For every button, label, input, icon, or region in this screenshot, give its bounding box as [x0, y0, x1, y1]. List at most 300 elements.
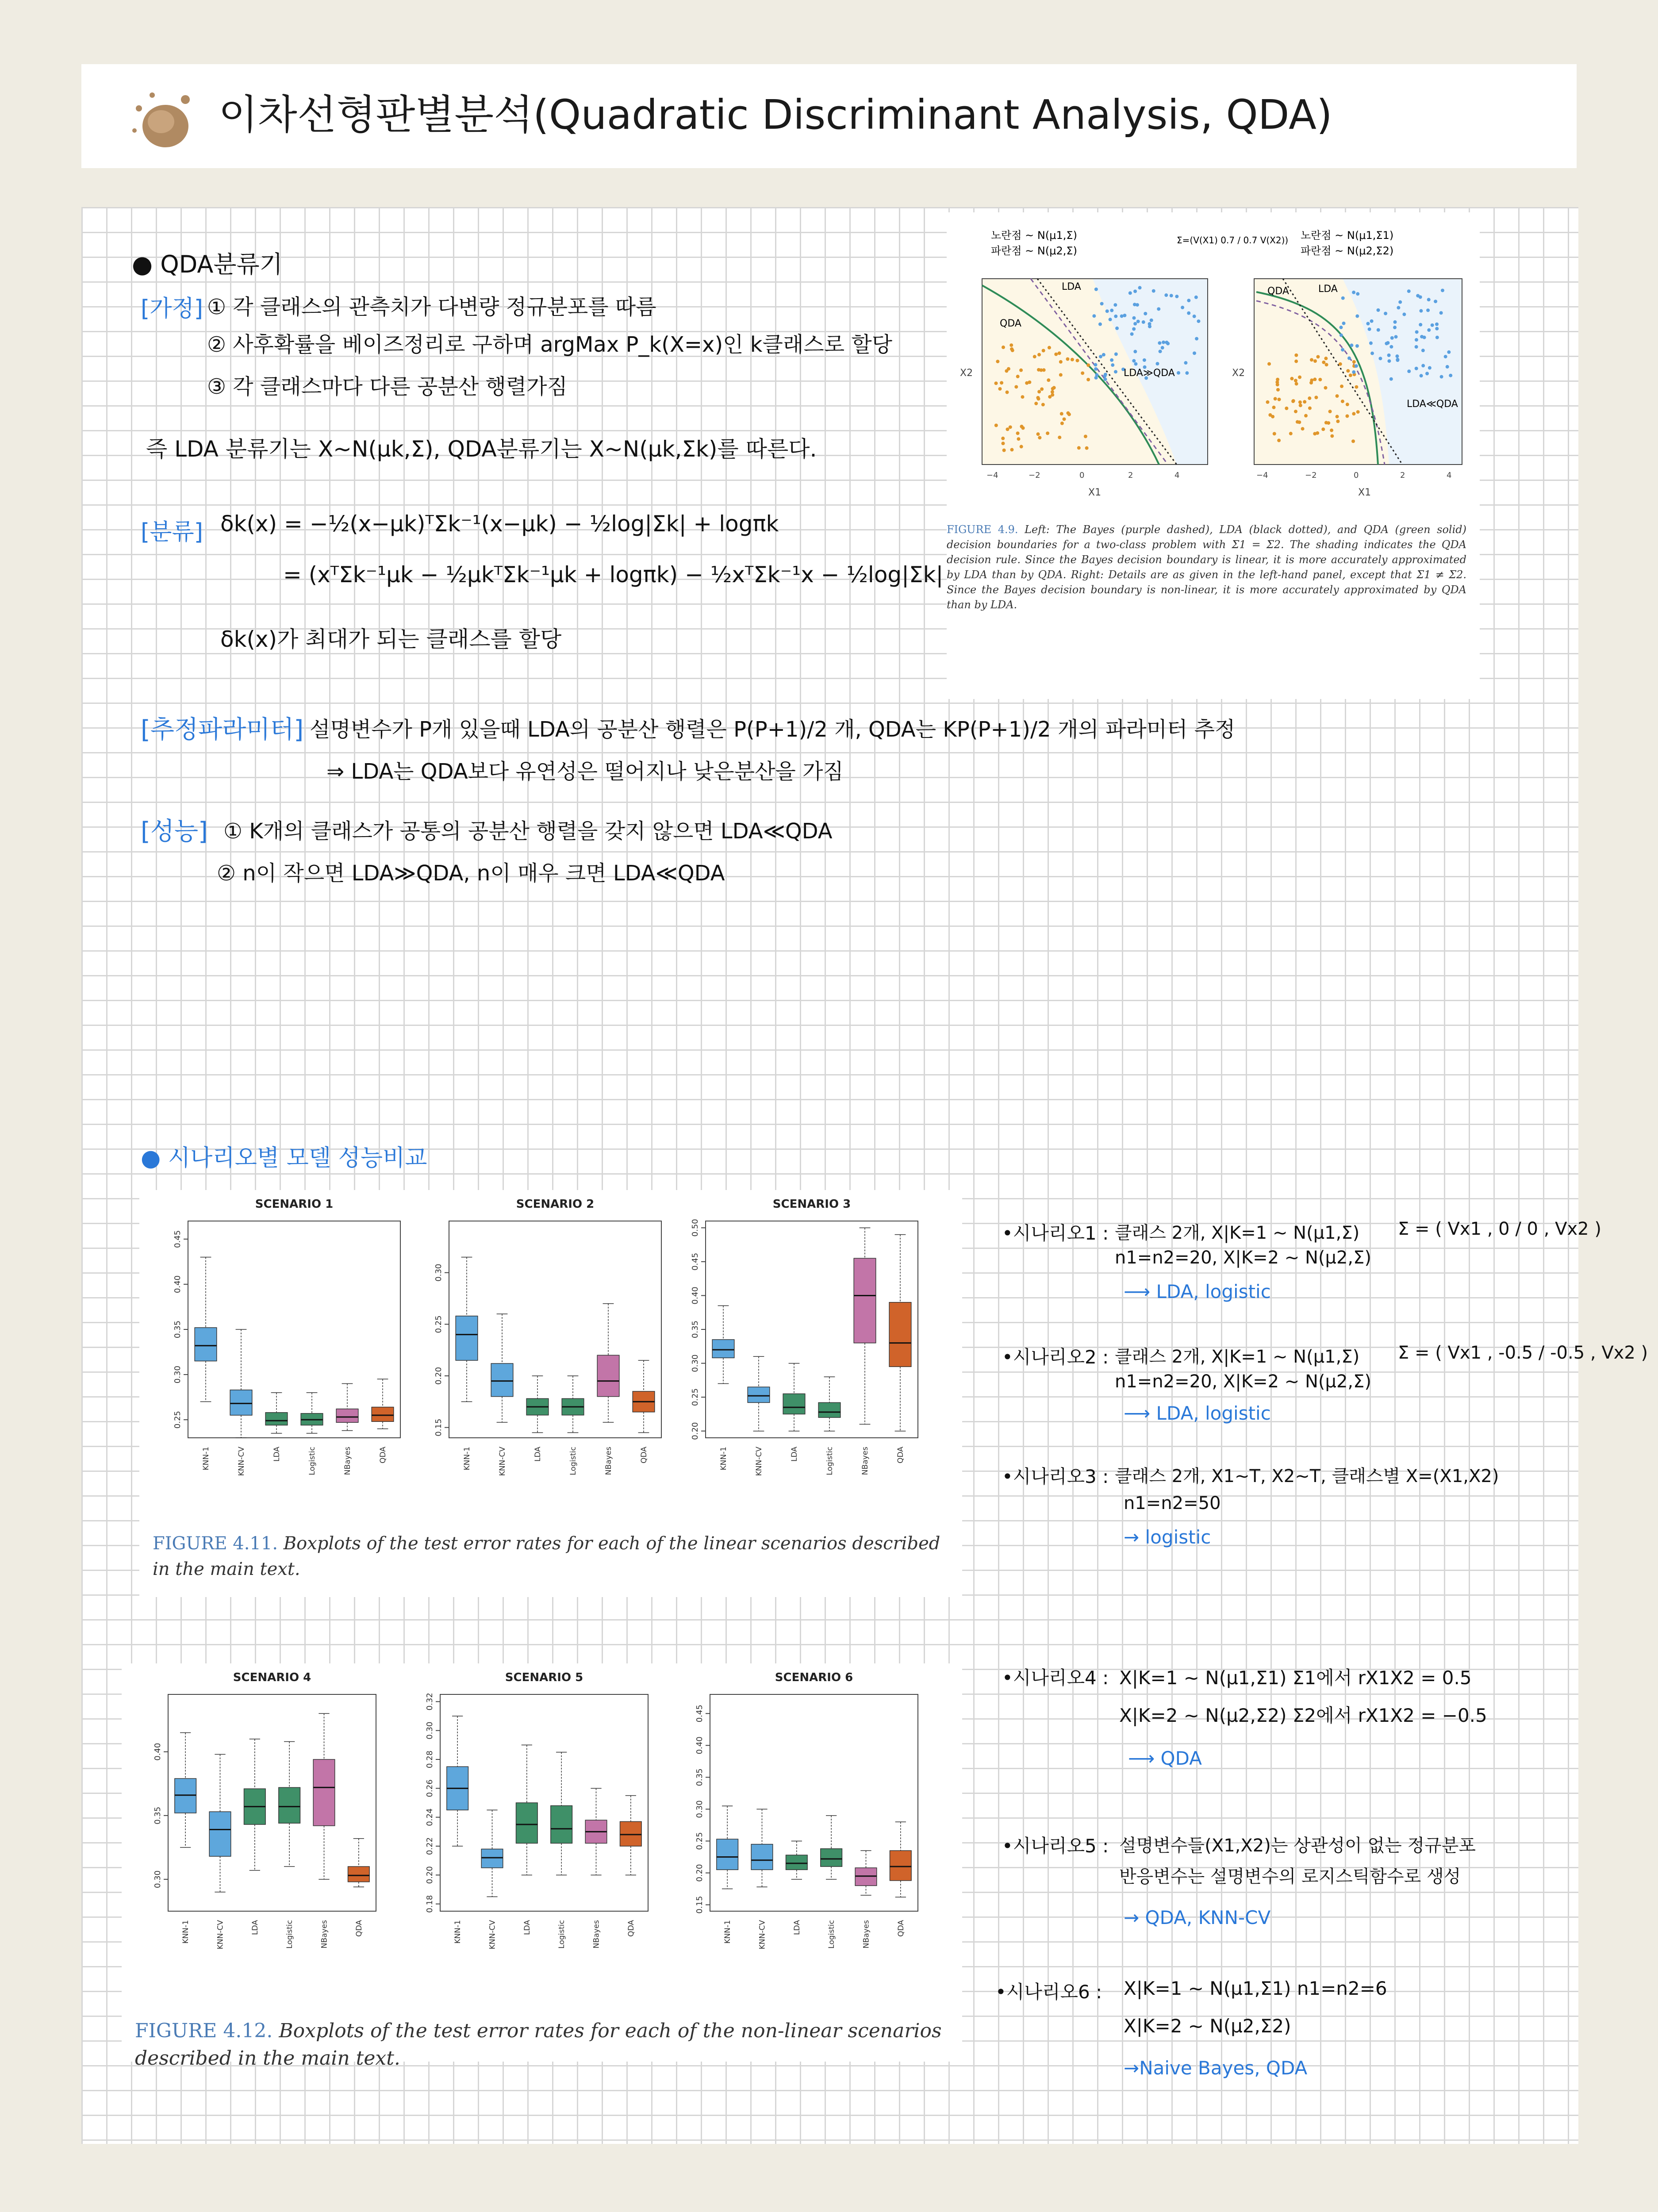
chart-frame: [449, 1221, 661, 1438]
scatter-point: [1111, 363, 1114, 367]
box: [748, 1387, 770, 1402]
scatter-point: [1313, 378, 1316, 381]
scatter-point: [1355, 315, 1359, 318]
category-label: KNN-1: [719, 1447, 728, 1471]
scatter-point: [1051, 393, 1054, 397]
boxplots-scenarios-1-3: [139, 1190, 962, 1526]
scenario-3-line-1: 클래스 2개, X1~T, X2~T, 클래스별 X=(X1,X2): [1115, 1466, 1499, 1486]
scatter-point: [1415, 345, 1418, 349]
scatter-point: [1195, 337, 1198, 341]
scatter-point: [998, 387, 1002, 391]
box: [456, 1316, 478, 1360]
scatter-point: [1150, 319, 1153, 322]
scatter-point: [1395, 354, 1399, 358]
scatter-point: [1010, 448, 1013, 452]
right-note: LDA≪QDA: [1407, 399, 1458, 410]
parameter-text: 설명변수가 P개 있을때 LDA의 공분산 행렬은 P(P+1)/2 개, QDA는 KP(P+1)/2 개의 파라미터 추정: [310, 717, 1236, 742]
scatter-point: [1394, 335, 1398, 338]
category-label: NBayes: [592, 1920, 601, 1949]
y-tick-label: 0.30: [425, 1721, 434, 1740]
scatter-point: [1303, 400, 1306, 403]
scatter-point: [1006, 391, 1009, 394]
scatter-point: [1066, 357, 1069, 361]
category-label: NBayes: [320, 1920, 329, 1949]
scenario-6-result: →Naive Bayes, QDA: [1124, 2057, 1308, 2079]
category-label: QDA: [640, 1447, 649, 1463]
ink-blot-icon: [126, 82, 201, 157]
right-lda-label: LDA: [1318, 284, 1338, 295]
assumption-3: ③ 각 클래스마다 다른 공분산 행렬가짐: [207, 374, 568, 399]
category-label: KNN-CV: [758, 1920, 767, 1950]
scatter-point: [1144, 312, 1147, 315]
caption-text: Left: The Bayes (purple dashed), LDA (black dotted), and QDA (green solid) decision boundaries for a two-class problem with Σ1 = Σ2. The shading indicates the QDA decision rule. Since the Bayes decision boundary is linear, it is more accurately approximated by LDA than by QDA. Right: Details are as given in the left-hand panel, except that Σ1 ≠ Σ2. Since the Bayes decision boundary is non-linear, it is more accurately approximated by QDA than by LDA.: [947, 523, 1466, 611]
scatter-point: [1133, 350, 1137, 353]
scatter-point: [1266, 400, 1269, 404]
scatter-point: [1421, 364, 1425, 368]
scatter-point: [1310, 378, 1313, 382]
scatter-point: [1130, 332, 1134, 336]
performance-1: ① K개의 클래스가 공통의 공분산 행렬을 갖지 않으면 LDA≪QDA: [223, 819, 833, 844]
y-tick-label: 0.18: [425, 1895, 434, 1913]
scatter-point: [1389, 377, 1393, 381]
scatter-point: [1339, 334, 1343, 337]
box: [195, 1328, 217, 1361]
scatter-point: [1019, 369, 1023, 372]
figure-4-12: [122, 1663, 962, 2070]
figure-4-12-caption: [135, 2017, 953, 2072]
scatter-point: [1020, 425, 1023, 428]
scatter-point: [1336, 415, 1339, 419]
scatter-point: [1000, 381, 1003, 384]
y-tick-label: 0.26: [425, 1779, 434, 1797]
box: [336, 1409, 358, 1423]
right-legend-1: 노란점 ~ N(μ1,Σ1): [1301, 229, 1394, 242]
box: [821, 1849, 842, 1866]
scatter-point: [1304, 414, 1308, 418]
scatter-point: [1181, 306, 1184, 309]
y-tick-label: 0.30: [153, 1870, 162, 1888]
y-tick-label: 0.25: [434, 1315, 443, 1333]
scatter-point: [1435, 327, 1439, 330]
scenario-4-result: ⟶ QDA: [1128, 1747, 1202, 1769]
scatter-point: [1435, 323, 1439, 326]
scatter-point: [1308, 396, 1311, 400]
scatter-point: [1341, 296, 1345, 300]
scatter-point: [1339, 326, 1343, 329]
scatter-point: [1346, 403, 1349, 406]
scatter-point: [1021, 395, 1025, 399]
scatter-point: [1324, 386, 1327, 390]
figure-4-9-caption: [947, 522, 1466, 612]
scatter-point: [1350, 344, 1353, 347]
scatter-point: [1099, 355, 1102, 358]
scatter-point: [1047, 378, 1050, 382]
scatter-point: [1294, 353, 1298, 357]
scatter-point: [1316, 355, 1320, 358]
scatter-point: [1419, 309, 1423, 313]
scatter-point: [1369, 342, 1373, 345]
scatter-point: [1407, 289, 1411, 293]
scatter-point: [1123, 314, 1126, 317]
scenario-5-line-2: 반응변수는 설명변수의 로지스틱함수로 생성: [1119, 1866, 1461, 1887]
y-tick-label: 0.15: [695, 1896, 704, 1914]
category-label: QDA: [354, 1920, 364, 1937]
scatter-point: [1347, 357, 1351, 360]
scatter-point: [1052, 386, 1056, 389]
right-x-tick: 2: [1400, 471, 1405, 480]
chart-frame: [710, 1694, 918, 1911]
page-title: 이차선형판별분석(Quadratic Discriminant Analysis, QDA): [219, 91, 1332, 138]
category-label: Logistic: [827, 1920, 837, 1949]
left-x-tick: 4: [1174, 471, 1180, 480]
category-label: LDA: [250, 1920, 260, 1935]
y-tick-label: 0.30: [695, 1800, 704, 1818]
scatter-point: [1420, 374, 1423, 377]
right-x-tick: −2: [1305, 471, 1317, 480]
y-tick-label: 0.35: [691, 1320, 700, 1339]
scatter-point: [1193, 351, 1196, 355]
scatter-point: [1397, 306, 1400, 310]
scatter-point: [1370, 319, 1374, 323]
scatter-point: [1187, 311, 1190, 315]
scatter-point: [1398, 300, 1402, 304]
scatter-point: [1037, 390, 1041, 393]
scatter-point: [1366, 322, 1370, 325]
scatter-point: [1294, 360, 1298, 363]
y-tick-label: 0.15: [434, 1418, 443, 1436]
category-label: Logistic: [825, 1447, 834, 1475]
scatter-point: [1060, 412, 1063, 415]
boxplots-scenarios-4-6: [122, 1663, 962, 2000]
y-tick-label: 0.30: [691, 1354, 700, 1372]
scatter-point: [1355, 385, 1358, 389]
category-label: Logistic: [285, 1920, 295, 1949]
left-panel: [982, 279, 1208, 465]
box: [279, 1787, 300, 1823]
y-tick-label: 0.40: [695, 1736, 704, 1755]
left-sigma: Σ=(V(X1) 0.7 / 0.7 V(X2)): [1177, 235, 1289, 246]
scatter-point: [1294, 379, 1297, 382]
box: [230, 1390, 252, 1415]
scatter-point: [1058, 436, 1061, 439]
scatter-point: [1041, 403, 1045, 407]
left-x-axis-label: X1: [1088, 487, 1101, 498]
scenario-2-sigma: Σ = ( Vx1 , -0.5 / -0.5 , Vx2 ): [1398, 1343, 1648, 1363]
category-label: NBayes: [861, 1447, 870, 1475]
y-tick-label: 0.45: [691, 1252, 700, 1271]
y-tick-label: 0.40: [691, 1286, 700, 1305]
formula-3: δk(x)가 최대가 되는 클래스를 할당: [220, 626, 562, 652]
scatter-point: [1165, 341, 1168, 344]
box: [481, 1849, 503, 1868]
category-label: KNN-1: [202, 1447, 211, 1471]
scatter-point: [1138, 286, 1142, 289]
scatter-point: [1132, 327, 1136, 331]
scatter-point: [1277, 439, 1281, 442]
scatter-point: [1310, 358, 1313, 361]
left-legend-1: 노란점 ~ N(μ1,Σ): [991, 229, 1077, 242]
category-label: KNN-CV: [237, 1447, 246, 1476]
scatter-point: [1142, 320, 1145, 324]
right-panel: [1254, 279, 1462, 465]
scenario-4-line-2: X|K=2 ~ N(μ2,Σ2) Σ2에서 rX1X2 = −0.5: [1119, 1705, 1487, 1726]
scatter-point: [1128, 291, 1132, 295]
scatter-point: [1441, 288, 1444, 292]
category-label: LDA: [790, 1447, 799, 1462]
scatter-point: [1084, 434, 1087, 438]
box: [818, 1402, 841, 1417]
assumption-1: ① 각 클래스의 관측치가 다변량 정규분포를 따름: [207, 295, 656, 319]
scatter-point: [1094, 376, 1098, 380]
left-x-tick: −4: [986, 471, 998, 480]
scatter-point: [1325, 363, 1328, 366]
scatter-point: [1446, 365, 1449, 369]
scatter-point: [1133, 289, 1137, 293]
scatter-point: [1298, 376, 1301, 379]
scatter-point: [1274, 397, 1277, 400]
scatter-point: [1313, 432, 1316, 435]
scatter-point: [1351, 439, 1355, 443]
box: [372, 1407, 394, 1422]
y-tick-label: 0.40: [173, 1275, 182, 1293]
category-label: KNN-1: [453, 1920, 463, 1944]
scatter-point: [1110, 309, 1113, 312]
box: [348, 1866, 370, 1882]
scenario-1-result: ⟶ LDA, logistic: [1124, 1281, 1271, 1302]
scatter-point: [1318, 378, 1322, 381]
scatter-point: [1415, 338, 1418, 342]
caption-label: FIGURE 4.12.: [135, 2020, 273, 2042]
scatter-point: [1324, 357, 1328, 360]
scatter-point: [1421, 349, 1425, 352]
scatter-point: [1278, 398, 1281, 401]
scatter-point: [1175, 295, 1178, 298]
scatter-point: [1010, 347, 1013, 351]
scatter-point: [1385, 342, 1388, 345]
scatter-point: [1295, 382, 1298, 386]
scatter-point: [1017, 437, 1021, 441]
scatter-point: [994, 381, 998, 385]
category-label: KNN-1: [723, 1920, 733, 1944]
category-label: KNN-CV: [488, 1920, 497, 1950]
y-tick-label: 0.32: [425, 1693, 434, 1711]
scatter-point: [1115, 326, 1119, 330]
scatter-point: [1352, 370, 1355, 374]
scenario-2-line-1: 클래스 2개, X|K=1 ~ N(μ1,Σ): [1115, 1347, 1360, 1367]
scatter-point: [1427, 298, 1431, 301]
scatter-point: [1161, 346, 1164, 349]
chart-title: SCENARIO 4: [233, 1671, 311, 1684]
scatter-point: [1355, 364, 1358, 368]
y-tick-label: 0.35: [173, 1320, 182, 1339]
scatter-point: [1194, 296, 1198, 299]
category-label: KNN-1: [181, 1920, 191, 1944]
scatter-point: [1193, 315, 1196, 318]
scatter-point: [1054, 353, 1058, 356]
scatter-point: [1177, 371, 1180, 375]
y-tick-label: 0.20: [695, 1864, 704, 1882]
scatter-point: [1002, 442, 1005, 445]
box: [890, 1851, 912, 1881]
scatter-point: [1378, 357, 1382, 360]
scatter-point: [1427, 328, 1431, 332]
scatter-point: [1006, 427, 1009, 431]
scatter-point: [1368, 327, 1371, 331]
caption-label: FIGURE 4.9.: [947, 523, 1018, 536]
category-label: KNN-CV: [216, 1920, 225, 1950]
scatter-point: [1407, 369, 1411, 373]
scatter-point: [1431, 323, 1434, 327]
scatter-point: [1132, 359, 1136, 363]
lda-qda-summary: 즉 LDA 분류기는 X~N(μk,Σ), QDA분류기는 X~N(μk,Σk)를 따른다.: [146, 436, 817, 462]
scatter-point: [1155, 362, 1159, 365]
y-tick-label: 0.24: [425, 1808, 434, 1826]
scatter-point: [1384, 312, 1387, 315]
figure-4-11: [139, 1190, 962, 1597]
scatter-point: [1341, 399, 1344, 403]
y-tick-label: 0.20: [434, 1367, 443, 1385]
scatter-point: [1321, 427, 1325, 431]
scatter-point: [1276, 383, 1279, 386]
left-y-axis-label: X2: [960, 368, 973, 379]
scatter-point: [1352, 360, 1356, 364]
scatter-point: [1110, 358, 1113, 362]
scatter-point: [1352, 291, 1355, 294]
scatter-point: [1103, 377, 1107, 381]
scatter-point: [1085, 446, 1089, 450]
scatter-point: [1370, 352, 1374, 355]
figure-4-11-caption: [153, 1531, 949, 1582]
scatter-point: [1428, 366, 1432, 370]
scatter-point: [1036, 396, 1040, 399]
scatter-point: [1152, 289, 1155, 293]
chart-title: SCENARIO 3: [772, 1198, 851, 1211]
scatter-point: [1014, 385, 1018, 388]
scatter-point: [1272, 406, 1276, 409]
y-tick-label: 0.20: [691, 1422, 700, 1440]
assumption-2: ② 사후확률을 베이즈정리로 구하며 argMax P_k(X=x)인 k클래스로 할당: [207, 332, 893, 357]
scatter-point: [1059, 360, 1063, 364]
scatter-point: [1034, 402, 1038, 405]
category-label: LDA: [533, 1447, 542, 1462]
scatter-point: [1187, 299, 1190, 302]
scatter-point: [1356, 292, 1359, 296]
chart-frame: [440, 1694, 648, 1911]
formula-1: δk(x) = −½(x−μk)ᵀΣk⁻¹(x−μk) − ½log|Σk| + logπk: [220, 511, 779, 537]
left-legend-2: 파란점 ~ N(μ2,Σ): [991, 245, 1077, 257]
scatter-point: [1016, 431, 1020, 435]
left-qda-label: QDA: [1000, 318, 1021, 329]
scatter-point: [1308, 407, 1312, 410]
box: [751, 1844, 773, 1870]
scatter-point: [1036, 432, 1040, 436]
assumption-tag: [가정]: [141, 296, 203, 322]
scatter-point: [1113, 303, 1117, 307]
scatter-point: [1007, 367, 1010, 371]
box: [265, 1413, 288, 1425]
left-note: LDA≫QDA: [1124, 368, 1175, 379]
category-label: NBayes: [343, 1447, 352, 1475]
right-legend-2: 파란점 ~ N(μ2,Σ2): [1301, 245, 1394, 257]
category-label: QDA: [626, 1920, 636, 1937]
scenario-5-line-1: 설명변수들(X1,X2)는 상관성이 없는 정규분포: [1119, 1836, 1476, 1856]
scenario-6-line-2: X|K=2 ~ N(μ2,Σ2): [1124, 2015, 1291, 2037]
scatter-point: [1158, 341, 1161, 345]
right-y-axis-label: X2: [1232, 368, 1245, 379]
scatter-point: [1434, 300, 1437, 303]
scatter-point: [1330, 429, 1333, 432]
scatter-point: [1076, 359, 1079, 362]
scatter-point: [1425, 372, 1429, 375]
box: [597, 1355, 619, 1396]
scatter-point: [1285, 407, 1288, 410]
scatter-point: [1066, 411, 1070, 415]
scatter-point: [1020, 445, 1023, 449]
box: [717, 1839, 738, 1870]
scatter-point: [1440, 375, 1443, 379]
parameter-tag: [추정파라미터]: [141, 715, 304, 744]
y-tick-label: 0.35: [153, 1806, 162, 1824]
scatter-point: [1393, 320, 1397, 324]
box: [889, 1302, 911, 1367]
y-tick-label: 0.45: [695, 1705, 704, 1723]
scatter-point: [1103, 374, 1107, 378]
chart-title: SCENARIO 1: [255, 1198, 334, 1211]
scatter-point: [1170, 294, 1173, 297]
scatter-point: [1355, 344, 1359, 348]
scatter-point: [1086, 378, 1090, 381]
scatter-point: [1419, 323, 1422, 326]
scatter-point: [1136, 303, 1139, 307]
scatter-point: [1114, 315, 1117, 318]
scatter-point: [996, 360, 999, 363]
scenario-3-title: •시나리오3 :: [1002, 1466, 1109, 1487]
scatter-point: [1197, 319, 1200, 323]
title-card: [81, 64, 1577, 168]
qda-heading: ● QDA분류기: [132, 250, 283, 278]
scenario-2-line-2: n1=n2=20, X|K=2 ~ N(μ2,Σ): [1115, 1371, 1371, 1392]
left-lda-label: LDA: [1062, 281, 1081, 292]
scatter-point: [1033, 355, 1036, 358]
scenario-6-title: •시나리오6 :: [995, 1981, 1102, 2003]
scatter-point: [1290, 377, 1293, 380]
scatter-point: [1377, 308, 1380, 312]
box: [516, 1803, 538, 1843]
box: [854, 1258, 876, 1343]
scatter-point: [1016, 375, 1020, 378]
scatter-point: [1349, 373, 1352, 377]
scatter-point: [1058, 351, 1061, 355]
scatter-point: [1313, 359, 1317, 363]
scatter-point: [1289, 432, 1293, 435]
scatter-point: [1046, 431, 1049, 435]
scatter-point: [1345, 414, 1349, 418]
category-label: QDA: [896, 1447, 905, 1463]
scatter-point: [1393, 326, 1397, 329]
scatter-point: [1377, 328, 1380, 332]
scatter-point: [1094, 367, 1098, 371]
scatter-point: [1328, 410, 1332, 413]
y-tick-label: 0.45: [173, 1230, 182, 1248]
scatter-point: [1322, 361, 1325, 364]
category-label: QDA: [896, 1920, 906, 1937]
performance-2: ② n이 작으면 LDA≫QDA, n이 매우 크면 LDA≪QDA: [217, 861, 725, 886]
scatter-point: [1048, 346, 1051, 349]
box: [313, 1759, 335, 1826]
y-tick-label: 0.30: [434, 1263, 443, 1282]
scatter-point: [1444, 355, 1447, 358]
scatter-point: [1134, 362, 1138, 366]
